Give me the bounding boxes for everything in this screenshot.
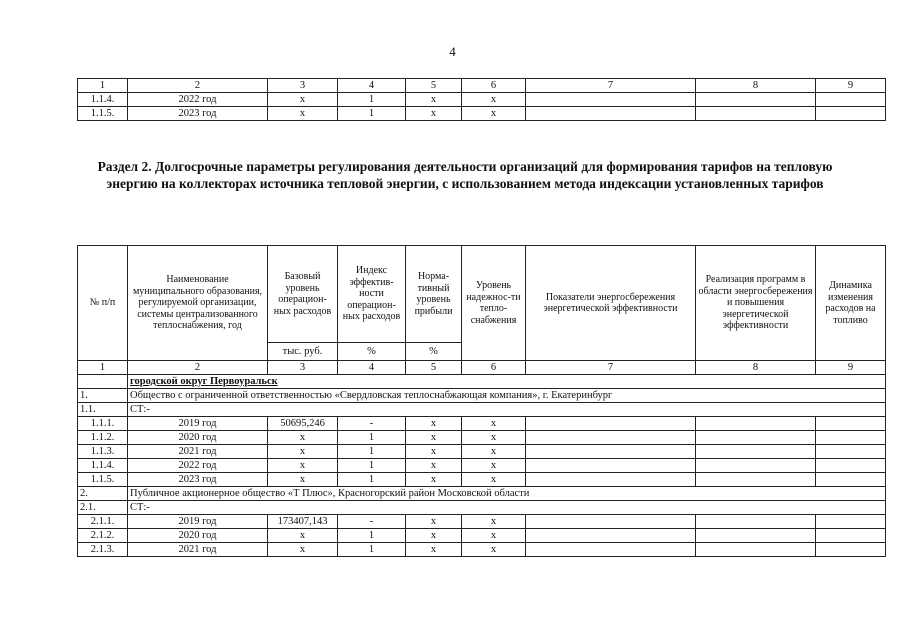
table-cell: 2023 год [128, 107, 268, 121]
table-row [78, 529, 886, 543]
column-number-cell: 2 [128, 361, 268, 375]
header-programs: Реализация программ в области энергосбережения и повышения энергетической эффективности [696, 246, 816, 361]
column-number-cell: 7 [526, 79, 696, 93]
table-cell: 1 [338, 93, 406, 107]
table-cell: х [462, 459, 526, 473]
table-cell: 2020 год [128, 431, 268, 445]
table-cell [816, 417, 886, 431]
table-cell: х [462, 543, 526, 557]
table-cell: х [268, 459, 338, 473]
table-cell: 1.1.5. [78, 473, 128, 487]
organization-row-num: 1. [78, 389, 128, 403]
column-number-cell: 4 [338, 361, 406, 375]
table-cell: 2.1.3. [78, 543, 128, 557]
system-row-num: 1.1. [78, 403, 128, 417]
continuation-table [77, 78, 886, 121]
region-row [78, 375, 886, 389]
table-cell: х [406, 459, 462, 473]
table-row [78, 431, 886, 445]
unit-base: тыс. руб. [268, 343, 338, 361]
organization-row-name: Общество с ограниченной ответственностью «Свердловская теплоснабжающая компания», г. Екатеринбург [128, 389, 886, 403]
table-cell: х [268, 107, 338, 121]
region-spacer [78, 375, 128, 389]
table-cell: х [406, 93, 462, 107]
header-energy: Показатели энергосбережения энергетической эффективности [526, 246, 696, 361]
header-row [78, 246, 886, 343]
table-cell: х [406, 473, 462, 487]
table-cell [696, 529, 816, 543]
column-number-cell: 9 [816, 79, 886, 93]
table-cell: х [462, 515, 526, 529]
table-cell: х [462, 473, 526, 487]
organization-row-name: Публичное акционерное общество «Т Плюс», Красногорский район Московской области [128, 487, 886, 501]
column-number-row [78, 79, 886, 93]
table-cell: х [268, 473, 338, 487]
table-cell [696, 515, 816, 529]
table-cell: 2.1.2. [78, 529, 128, 543]
header-name: Наименование муниципального образования, регулируемой организации, системы централизованного теплоснабжения, год [128, 246, 268, 361]
header-fuel: Динамика изменения расходов на топливо [816, 246, 886, 361]
column-number-cell: 9 [816, 361, 886, 375]
header-reliability: Уровень надежнос-ти тепло-снабжения [462, 246, 526, 361]
table-cell: х [462, 431, 526, 445]
table-cell [526, 417, 696, 431]
table-cell [526, 459, 696, 473]
table-cell: 1.1.4. [78, 93, 128, 107]
table-cell: 2019 год [128, 515, 268, 529]
table-cell: 2019 год [128, 417, 268, 431]
column-number-cell: 5 [406, 79, 462, 93]
table-row [78, 543, 886, 557]
table-row [78, 445, 886, 459]
system-row [78, 403, 886, 417]
table-cell: х [406, 543, 462, 557]
table-cell [816, 473, 886, 487]
table-cell: 1 [338, 459, 406, 473]
column-number-row [78, 361, 886, 375]
table-cell: х [462, 107, 526, 121]
table-cell: х [268, 431, 338, 445]
table-cell [816, 529, 886, 543]
table-cell [696, 107, 816, 121]
table-cell [816, 431, 886, 445]
table-cell: х [406, 107, 462, 121]
organization-row [78, 487, 886, 501]
column-number-cell: 3 [268, 79, 338, 93]
table-row [78, 515, 886, 529]
table-cell [696, 431, 816, 445]
table-cell: - [338, 417, 406, 431]
column-number-cell: 6 [462, 361, 526, 375]
table-cell: 2023 год [128, 473, 268, 487]
table-cell: х [462, 93, 526, 107]
table-cell: 1 [338, 107, 406, 121]
table-cell: 1 [338, 445, 406, 459]
table-cell: х [268, 543, 338, 557]
table-row [78, 459, 886, 473]
table-cell [816, 515, 886, 529]
column-number-cell: 1 [78, 79, 128, 93]
column-number-cell: 4 [338, 79, 406, 93]
table-cell: х [406, 417, 462, 431]
table-cell [526, 93, 696, 107]
table-cell: 1 [338, 543, 406, 557]
table-cell [696, 445, 816, 459]
table-cell: х [462, 417, 526, 431]
table-cell: х [406, 445, 462, 459]
column-number-cell: 1 [78, 361, 128, 375]
column-number-cell: 7 [526, 361, 696, 375]
unit-index: % [338, 343, 406, 361]
table-cell: 1.1.1. [78, 417, 128, 431]
column-number-cell: 6 [462, 79, 526, 93]
table-cell: 1 [338, 529, 406, 543]
header-num: № п/п [78, 246, 128, 361]
table-cell [526, 107, 696, 121]
table-cell: 2021 год [128, 543, 268, 557]
table-cell [526, 515, 696, 529]
table-cell [526, 543, 696, 557]
organization-row [78, 389, 886, 403]
table-cell [816, 543, 886, 557]
column-number-cell: 3 [268, 361, 338, 375]
section-heading: Раздел 2. Долгосрочные параметры регулирования деятельности организаций для формирования тарифов на тепловую энергию на коллекторах источника тепловой энергии, с использованием метода индексации установленных тарифов [97, 159, 833, 191]
system-row-num: 2.1. [78, 501, 128, 515]
system-row-name: СТ:- [128, 403, 886, 417]
header-index: Индекс эффектив-ности операцион-ных расходов [338, 246, 406, 343]
system-row [78, 501, 886, 515]
table-cell: 173407,143 [268, 515, 338, 529]
table-row [78, 417, 886, 431]
table-cell: 1.1.3. [78, 445, 128, 459]
column-number-cell: 5 [406, 361, 462, 375]
table-cell [696, 473, 816, 487]
tariff-parameters-table [77, 245, 886, 557]
table-cell [696, 93, 816, 107]
region-name: городской округ Первоуральск [128, 375, 886, 389]
page-number: 4 [449, 44, 456, 59]
table-cell: х [406, 431, 462, 445]
unit-norm: % [406, 343, 462, 361]
table-cell: х [268, 445, 338, 459]
header-norm: Норма-тивный уровень прибыли [406, 246, 462, 343]
column-number-cell: 8 [696, 361, 816, 375]
table-cell [526, 473, 696, 487]
header-base: Базовый уровень операцион-ных расходов [268, 246, 338, 343]
table-cell: х [268, 93, 338, 107]
table-cell [816, 445, 886, 459]
table-cell: 1.1.5. [78, 107, 128, 121]
table-cell: 50695,246 [268, 417, 338, 431]
table-cell: 2021 год [128, 445, 268, 459]
table-cell [696, 417, 816, 431]
table-cell: 1 [338, 431, 406, 445]
table-cell: х [406, 515, 462, 529]
column-number-cell: 2 [128, 79, 268, 93]
table-cell: 2022 год [128, 93, 268, 107]
system-row-name: СТ:- [128, 501, 886, 515]
table-cell [526, 445, 696, 459]
table-cell [696, 543, 816, 557]
table-cell [526, 431, 696, 445]
table-cell: 2022 год [128, 459, 268, 473]
table-row [78, 93, 886, 107]
table-cell: - [338, 515, 406, 529]
table-cell: 2.1.1. [78, 515, 128, 529]
table-cell [816, 107, 886, 121]
column-number-cell: 8 [696, 79, 816, 93]
table-cell: 1.1.4. [78, 459, 128, 473]
table-cell: х [462, 445, 526, 459]
table-cell: 1 [338, 473, 406, 487]
organization-row-num: 2. [78, 487, 128, 501]
table-cell: х [268, 529, 338, 543]
table-row [78, 473, 886, 487]
table-cell: х [462, 529, 526, 543]
table-cell: 1.1.2. [78, 431, 128, 445]
table-cell: х [406, 529, 462, 543]
table-cell [526, 529, 696, 543]
table-cell [696, 459, 816, 473]
table-cell [816, 459, 886, 473]
table-cell [816, 93, 886, 107]
table-cell: 2020 год [128, 529, 268, 543]
table-row [78, 107, 886, 121]
